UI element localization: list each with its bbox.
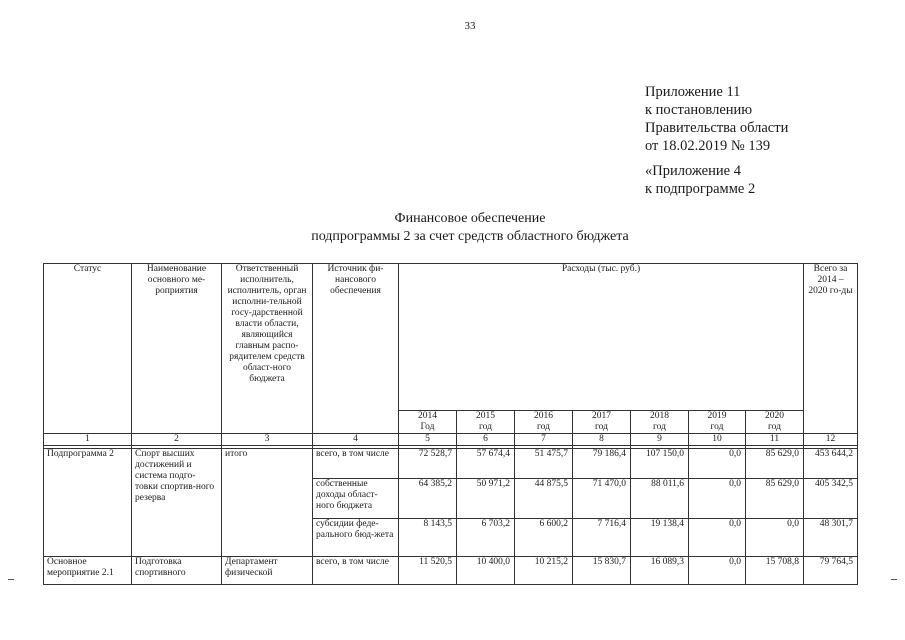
column-number: 7 bbox=[515, 434, 573, 446]
value-cell: 51 475,7 bbox=[515, 449, 573, 479]
value-cell: 85 629,0 bbox=[746, 449, 804, 479]
table-row bbox=[44, 449, 858, 479]
header-year: 2017 год bbox=[573, 411, 631, 434]
appendix-line: Правительства области bbox=[645, 120, 789, 136]
column-number: 3 bbox=[222, 434, 313, 446]
title-line: Финансовое обеспечение bbox=[394, 211, 546, 226]
value-cell: 50 971,2 bbox=[457, 479, 515, 519]
value-cell: 0,0 bbox=[689, 557, 746, 585]
row-status: Подпрограмма 2 bbox=[44, 449, 132, 557]
row-source: собственные доходы област-ного бюджета bbox=[313, 479, 399, 519]
value-cell: 88 011,6 bbox=[631, 479, 689, 519]
column-number: 9 bbox=[631, 434, 689, 446]
appendix-line: «Приложение 4 bbox=[645, 163, 741, 179]
appendix-line: к подпрограмме 2 bbox=[645, 181, 756, 197]
value-cell: 71 470,0 bbox=[573, 479, 631, 519]
column-number: 12 bbox=[804, 434, 858, 446]
total-cell: 405 342,5 bbox=[804, 479, 858, 519]
row-source: всего, в том числе bbox=[313, 449, 399, 479]
column-number: 5 bbox=[399, 434, 457, 446]
column-number: 2 bbox=[132, 434, 222, 446]
value-cell: 16 089,3 bbox=[631, 557, 689, 585]
value-cell: 10 215,2 bbox=[515, 557, 573, 585]
appendix-line: от 18.02.2019 № 139 bbox=[645, 138, 771, 154]
column-number: 10 bbox=[689, 434, 746, 446]
value-cell: 8 143,5 bbox=[399, 519, 457, 557]
header-expenses: Расходы (тыс. руб.) bbox=[399, 264, 804, 411]
header-year: 2019 год bbox=[689, 411, 746, 434]
value-cell: 10 400,0 bbox=[457, 557, 515, 585]
value-cell: 15 708,8 bbox=[746, 557, 804, 585]
value-cell: 79 186,4 bbox=[573, 449, 631, 479]
value-cell: 72 528,7 bbox=[399, 449, 457, 479]
scan-edge-mark bbox=[891, 579, 897, 580]
value-cell: 0,0 bbox=[746, 519, 804, 557]
value-cell: 85 629,0 bbox=[746, 479, 804, 519]
page-number: 33 bbox=[464, 20, 476, 32]
total-cell: 48 301,7 bbox=[804, 519, 858, 557]
column-number: 6 bbox=[457, 434, 515, 446]
header-total: Всего за 2014 – 2020 го-ды bbox=[804, 264, 858, 434]
header-status: Статус bbox=[44, 264, 132, 434]
row-executor: итого bbox=[222, 449, 313, 557]
total-cell: 453 644,2 bbox=[804, 449, 858, 479]
value-cell: 11 520,5 bbox=[399, 557, 457, 585]
header-year: 2018 год bbox=[631, 411, 689, 434]
row-status: Основное мероприятие 2.1 bbox=[44, 557, 132, 585]
row-source: всего, в том числе bbox=[313, 557, 399, 585]
title-line: подпрограммы 2 за счет средств областного бюджета bbox=[311, 229, 629, 244]
column-number: 8 bbox=[573, 434, 631, 446]
row-name: Спорт высших достижений и система подго-товки спортив-ного резерва bbox=[132, 449, 222, 557]
row-source: субсидии феде-рального бюд-жета bbox=[313, 519, 399, 557]
column-number: 11 bbox=[746, 434, 804, 446]
header-year: 2015 год bbox=[457, 411, 515, 434]
value-cell: 15 830,7 bbox=[573, 557, 631, 585]
column-numbers-row bbox=[44, 434, 858, 446]
value-cell: 0,0 bbox=[689, 519, 746, 557]
header-source: Источник фи-нансового обеспечения bbox=[313, 264, 399, 434]
value-cell: 57 674,4 bbox=[457, 449, 515, 479]
value-cell: 6 600,2 bbox=[515, 519, 573, 557]
header-name: Наименование основного ме-роприятия bbox=[132, 264, 222, 434]
table-row bbox=[44, 557, 858, 585]
header-year: 2014 Год bbox=[399, 411, 457, 434]
column-number: 4 bbox=[313, 434, 399, 446]
appendix-header bbox=[645, 83, 788, 198]
value-cell: 7 716,4 bbox=[573, 519, 631, 557]
financing-table bbox=[43, 263, 858, 585]
value-cell: 19 138,4 bbox=[631, 519, 689, 557]
column-number: 1 bbox=[44, 434, 132, 446]
row-name: Подготовка спортивного bbox=[132, 557, 222, 585]
scan-edge-mark bbox=[8, 579, 14, 580]
header-year: 2016 год bbox=[515, 411, 573, 434]
value-cell: 107 150,0 bbox=[631, 449, 689, 479]
header-executor: Ответственный исполнитель, исполнитель, орган исполни-тельной госу-дарственной власти области, являющийся главным распо-рядителем средств област-ного бюджета bbox=[222, 264, 313, 434]
appendix-line: к постановлению bbox=[645, 102, 753, 118]
document-title bbox=[250, 210, 690, 246]
total-cell: 79 764,5 bbox=[804, 557, 858, 585]
value-cell: 0,0 bbox=[689, 479, 746, 519]
value-cell: 0,0 bbox=[689, 449, 746, 479]
value-cell: 44 875,5 bbox=[515, 479, 573, 519]
row-executor: Департамент физической bbox=[222, 557, 313, 585]
header-year: 2020 год bbox=[746, 411, 804, 434]
appendix-line: Приложение 11 bbox=[645, 84, 741, 100]
value-cell: 6 703,2 bbox=[457, 519, 515, 557]
value-cell: 64 385,2 bbox=[399, 479, 457, 519]
